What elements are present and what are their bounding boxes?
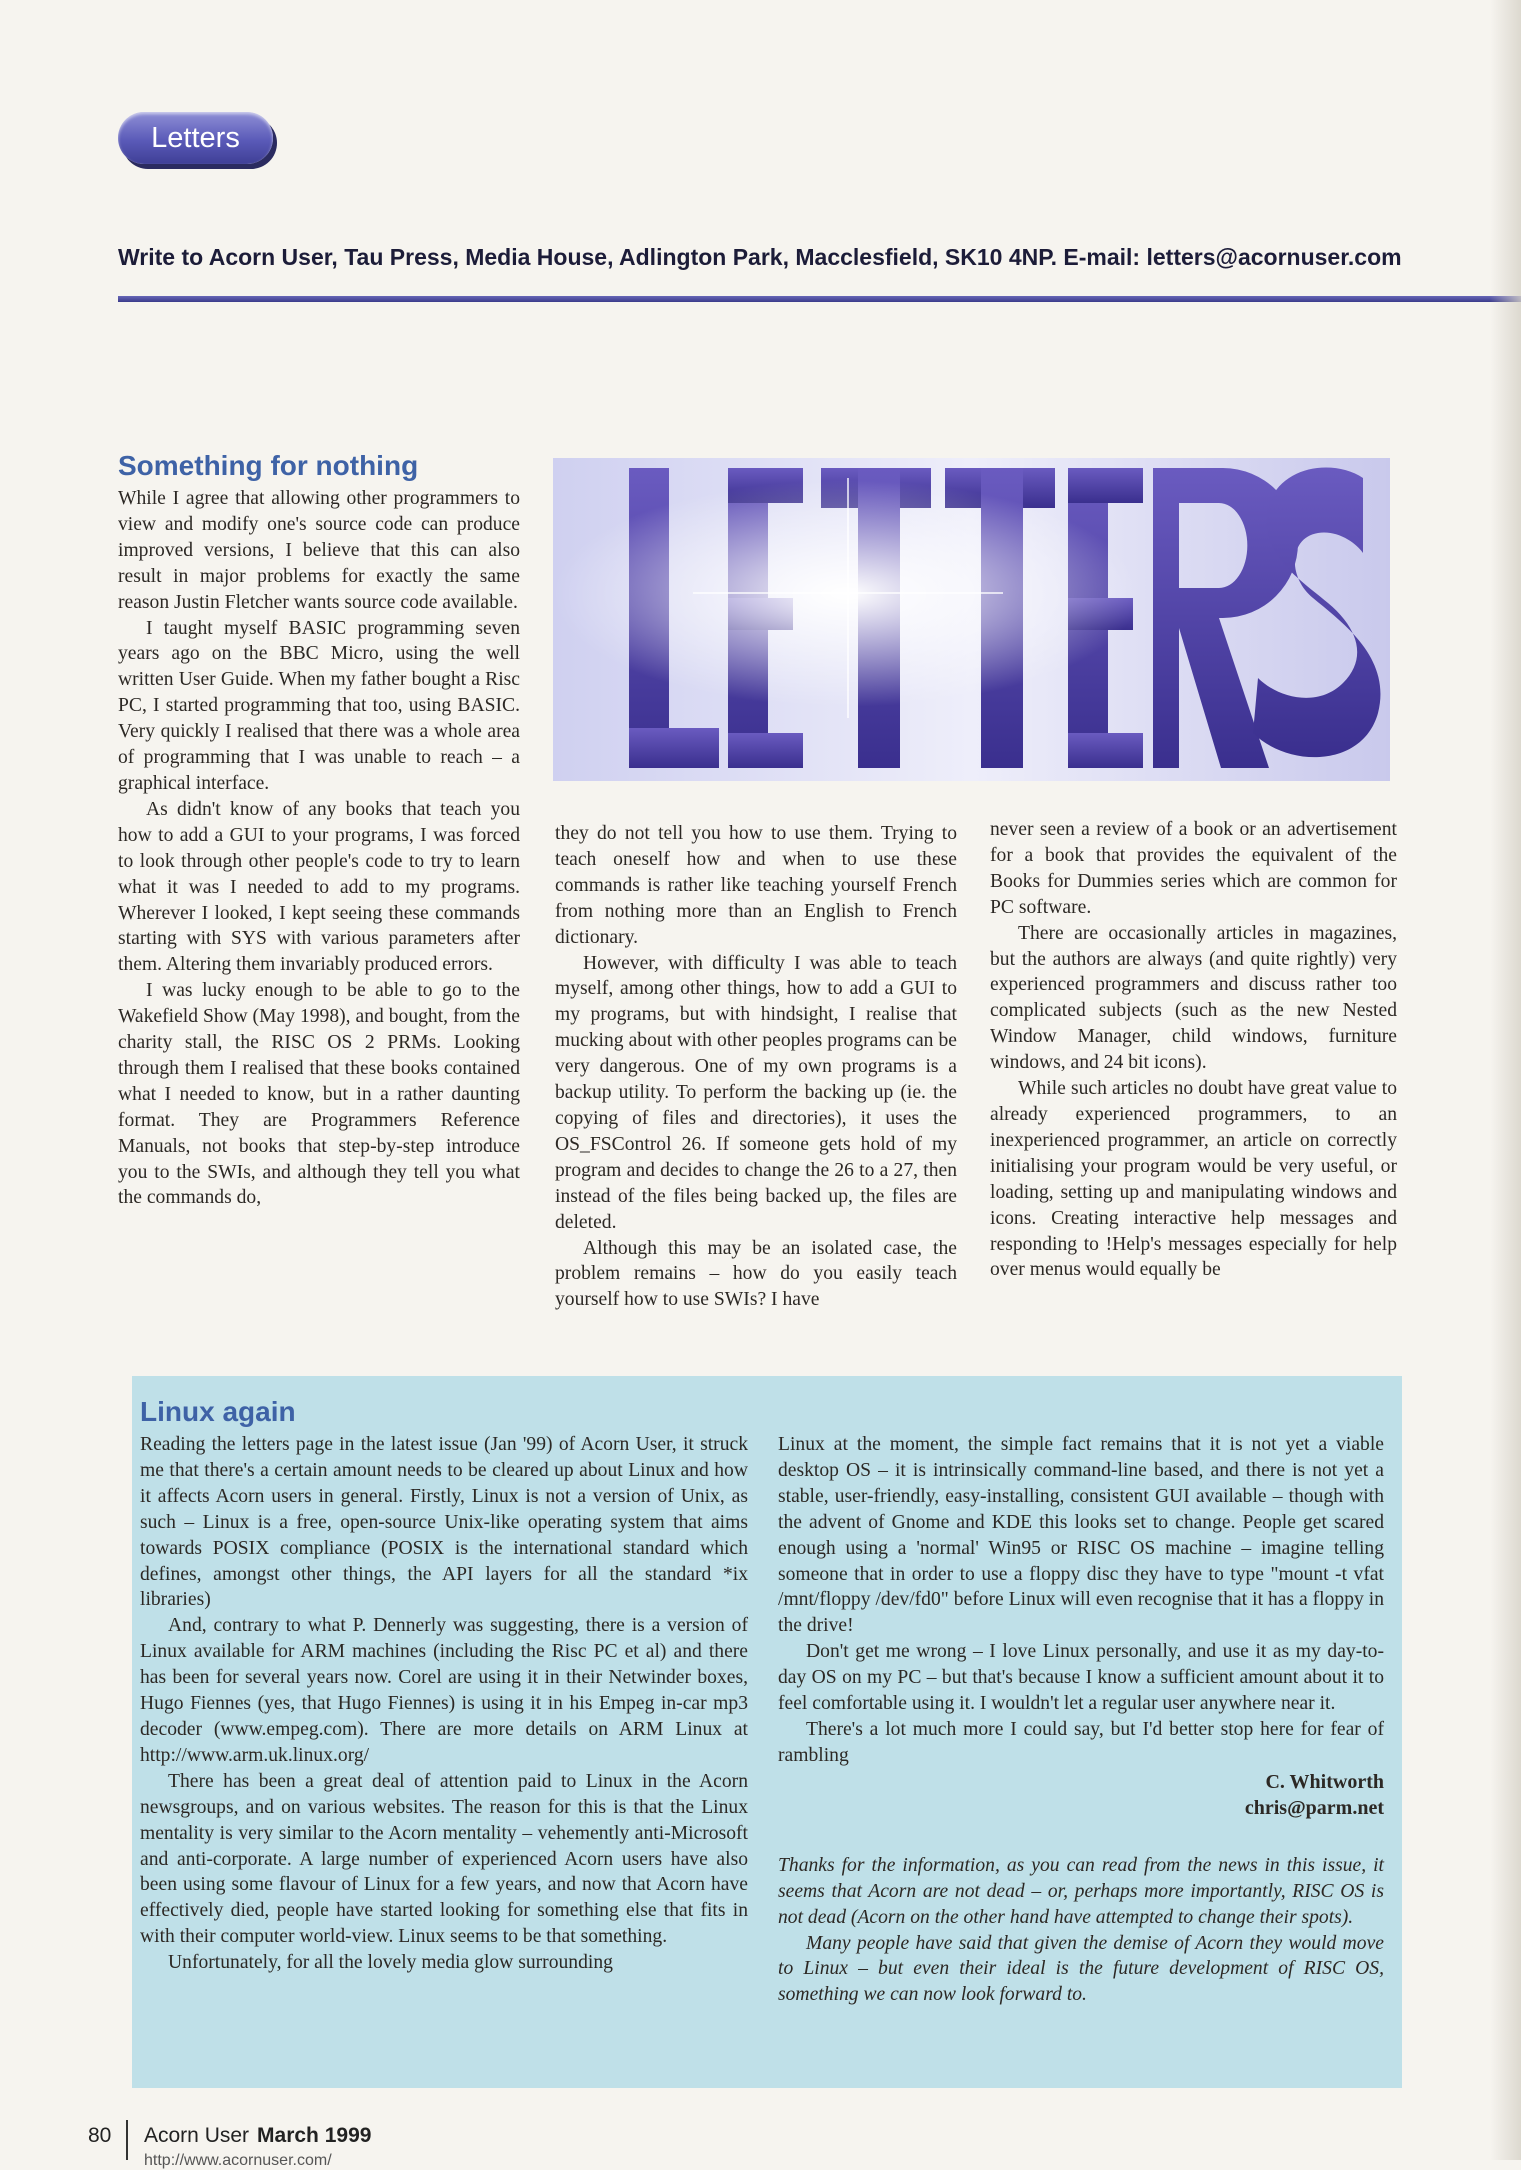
page-edge-shading bbox=[1490, 0, 1521, 2160]
paragraph: never seen a review of a book or an advertisement for a book that provides the equivalent of the Books for Dummies series which are common for PC software. bbox=[990, 819, 1397, 918]
editor-reply bbox=[778, 1853, 1384, 2008]
paragraph: Linux at the moment, the simple fact remains that it is not yet a viable desktop OS – it is intrinsically command-line based, and there is not yet a stable, user-friendly, easy-installing, consistent GUI available – though with the advent of Gnome and KDE this looks set to change. People get scared enough using a 'normal' Win95 or RISC OS machine – imagine telling someone that in order to use a floppy disc they have to type "mount -t vfat /mnt/floppy /dev/fd0" before Linux will even recognise that it has a floppy in the drive! bbox=[778, 1434, 1384, 1637]
letter2-column-2 bbox=[778, 1432, 1384, 2008]
header-rule bbox=[118, 296, 1521, 302]
paragraph: While I agree that allowing other programmers to view and modify one's source code can produce improved versions, I believe that this can also result in major problems for exactly the same reason Justin Fletcher wants source code available. bbox=[118, 488, 520, 613]
paragraph: they do not tell you how to use them. Trying to teach oneself how and when to use these commands is rather like teaching yourself French from nothing more than an English to French dictionary. bbox=[555, 823, 957, 948]
footer-magazine bbox=[144, 2124, 371, 2148]
paragraph: However, with difficulty I was able to teach myself, among other things, how to add a GUI to my programs, but with hindsight, I realise that mucking about with other peoples programs can be very dangerous. One of my own programs is a backup utility. To perform the backing up (ie. the copying of files and directories), it uses the OS_FSControl 26. If someone gets hold of my program and decides to change the 26 to a 27, then instead of the files being backed up, the files are deleted. bbox=[555, 952, 957, 1233]
magazine-name: Acorn User bbox=[144, 2124, 250, 2147]
letter-title-something-for-nothing: Something for nothing bbox=[118, 450, 419, 481]
letters-banner-graphic bbox=[553, 458, 1390, 781]
paragraph: Unfortunately, for all the lovely media glow surrounding bbox=[168, 1952, 613, 1974]
letter1-column-1 bbox=[118, 486, 520, 1211]
paragraph: Reading the letters page in the latest issue (Jan '99) of Acorn User, it struck me that there's a certain amount needs to be cleared up about Linux and how it affects Acorn users in general. Firstly, Linux is not a version of Unix, as such – Linux is a free, open-source Unix-like operating system that aims towards POSIX compliance (POSIX is the international standard which defines, amongst other things, the API layers for all the standard *ix libraries) bbox=[140, 1434, 748, 1611]
paragraph: I taught myself BASIC programming seven years ago on the BBC Micro, using the well written User Guide. When my father bought a Risc PC, I started programming that too, using BASIC. Very quickly I realised that there was a whole area of programming that I was unable to reach – a graphical interface. bbox=[118, 617, 520, 794]
paragraph: I was lucky enough to be able to go to the Wakefield Show (May 1998), and bought, from the charity stall, the RISC OS 2 PRMs. Looking through them I realised that these books contained what I needed to know, but in a rather daunting format. They are Programmers Reference Manuals, not books that step-by-step introduce you to the SWIs, and although they tell you what the commands do, bbox=[118, 980, 520, 1209]
letter2-column-1 bbox=[140, 1432, 748, 1976]
page-number: 80 bbox=[88, 2124, 112, 2147]
letter1-column-3 bbox=[990, 817, 1397, 1283]
section-tab: Letters bbox=[118, 112, 273, 164]
linux-again-box bbox=[132, 1376, 1402, 2088]
paragraph: There's a lot much more I could say, but I'd better stop here for fear of rambling bbox=[778, 1718, 1384, 1766]
paragraph: While such articles no doubt have great value to already experienced programmers, to an inexperienced programmer, an article on correctly initialising your program would be very useful, or loading, setting up and manipulating windows and icons. Creating interactive help messages and responding to !Help's messages especially for help over menus would equally be bbox=[990, 1078, 1397, 1281]
paragraph: Don't get me wrong – I love Linux personally, and use it as my day-to-day OS on my PC – but that's because I know a sufficient amount about it to feel comfortable using it. I wouldn't let a regular user anywhere near it. bbox=[778, 1641, 1384, 1715]
paragraph: Thanks for the information, as you can read from the news in this issue, it seems that Acorn are not dead – or, perhaps more importantly, RISC OS is not dead (Acorn on the other hand have attempted to change their spots). bbox=[778, 1854, 1384, 1928]
signature-email: chris@parm.net bbox=[1244, 1796, 1384, 1819]
page-footer bbox=[88, 2118, 688, 2169]
signature-name: C. Whitworth bbox=[1265, 1770, 1384, 1793]
paragraph: Although this may be an isolated case, the problem remains – how do you easily teach yourself how to use SWIs? I have bbox=[555, 1237, 957, 1311]
paragraph: Many people have said that given the demise of Acorn they would move to Linux – but even their ideal is the future development of RISC OS, something we can now look forward to. bbox=[778, 1932, 1384, 2006]
paragraph: And, contrary to what P. Dennerly was suggesting, there is a version of Linux available for ARM machines (including the Risc PC et al) and there has been for several years now. Corel are using it in their Netwinder boxes, Hugo Fiennes (yes, that Hugo Fiennes) is using it in his Empeg in-car mp3 decoder (www.empeg.com). There are more details on ARM Linux at http://www.arm.uk.linux.org/ bbox=[140, 1615, 748, 1766]
paragraph: There are occasionally articles in magazines, but the authors are always (and quite rightly) very experienced programmers and discuss rather too complicated subjects (such as the new Nested Window Manager, child windows, furniture windows, and 24 bit icons). bbox=[990, 922, 1397, 1074]
letter1-column-2 bbox=[555, 821, 957, 1313]
paragraph: As didn't know of any books that teach you how to add a GUI to your programs, I was forced to look through other people's code to try to learn what it was I needed to add to my programs. Wherever I looked, I kept seeing these commands starting with SYS with various parameters after them. Altering them invariably produced errors. bbox=[118, 798, 520, 976]
contact-address-line: Write to Acorn User, Tau Press, Media House, Adlington Park, Macclesfield, SK10 4NP. E-mail: letters@acornuser.com bbox=[118, 244, 1402, 270]
footer-url: http://www.acornuser.com/ bbox=[144, 2152, 332, 2169]
letter-title-linux-again: Linux again bbox=[140, 1396, 296, 1427]
issue-date: March 1999 bbox=[257, 2124, 372, 2147]
paragraph: There has been a great deal of attention paid to Linux in the Acorn newsgroups, and on various websites. The reason for this is that the Linux mentality is very similar to the Acorn mentality – vehemently anti-Microsoft and anti-corporate. A large number of experienced Acorn users have also been using some flavour of Linux for a few years, and now that Acorn have effectively died, people have started looking for something else that fits in with their computer world-view. Linux seems to be that something. bbox=[140, 1770, 748, 1948]
footer-divider bbox=[126, 2120, 128, 2160]
